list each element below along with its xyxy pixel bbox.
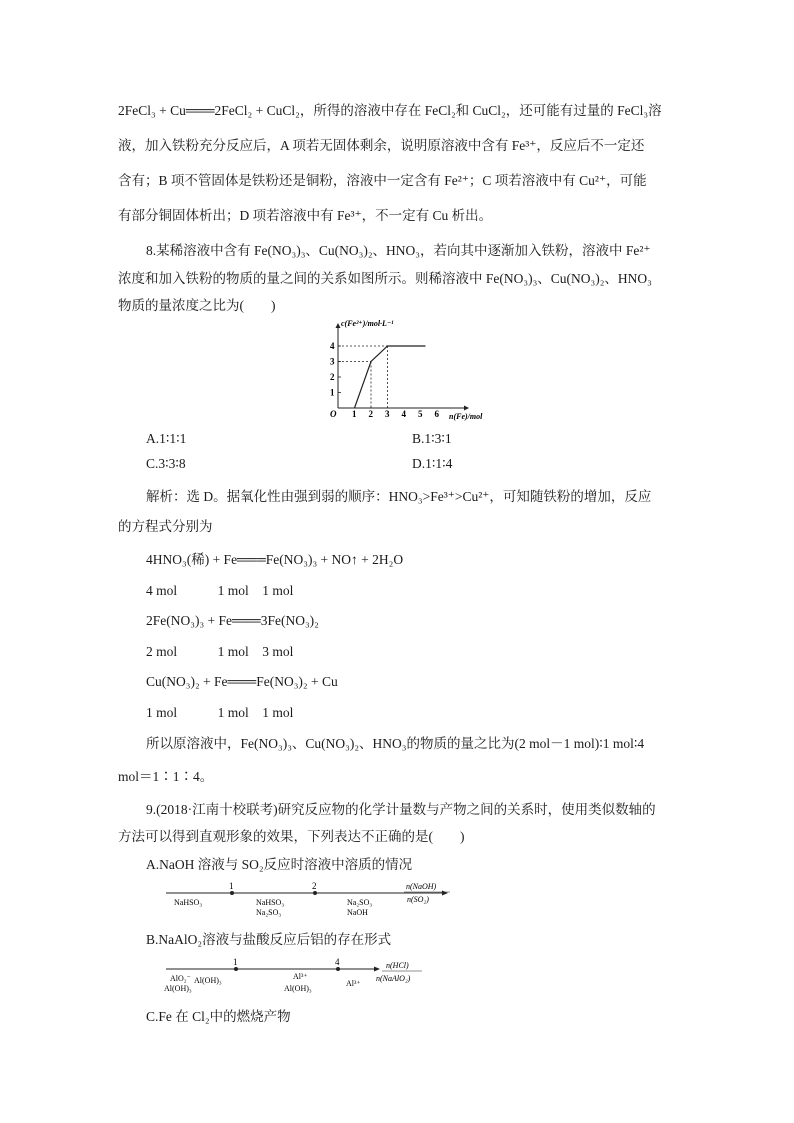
q8-line-1: 8.某稀溶液中含有 Fe(NO₃)₃、Cu(NO₃)₂、HNO₃，若向其中逐渐加入铁粉，溶液中 Fe²⁺ bbox=[146, 243, 651, 258]
data-line bbox=[355, 346, 426, 408]
q9-option-c-label: C.Fe 在 Cl₂中的燃烧产物 bbox=[146, 1009, 291, 1024]
q9a-point-2 bbox=[313, 891, 317, 895]
x-tick-label-5: 5 bbox=[418, 409, 423, 419]
y-tick-label-3: 3 bbox=[330, 356, 335, 367]
q9-line-1: 9.(2018·江南十校联考)研究反应物的化学计量数与产物之间的关系时，使用类似数轴的 bbox=[146, 802, 656, 817]
q9-line-2: 方法可以得到直观形象的效果，下列表达不正确的是( ) bbox=[118, 829, 465, 844]
y-tick-label-4: 4 bbox=[330, 341, 335, 351]
q9a-tick-1: 1 bbox=[229, 881, 234, 891]
q8-option-d: D.1∶1∶4 bbox=[412, 456, 453, 471]
para1-line-2: 液，加入铁粉充分反应后，A 项若无固体剩余，说明原溶液中含有 Fe³⁺，反应后不一定还 bbox=[118, 138, 645, 153]
analysis-line-2: 的方程式分别为 bbox=[118, 519, 213, 534]
q8-line-3: 物质的量浓度之比为( ) bbox=[118, 298, 276, 313]
q9a-region-3a: Na₂SO₃ bbox=[347, 898, 373, 907]
analysis-line-1: 解析：选 D。据氧化性由强到弱的顺序：HNO₃>Fe³⁺>Cu²⁺，可知随铁粉的增加，反应 bbox=[146, 489, 652, 504]
q9a-axis-top: n(NaOH) bbox=[406, 882, 437, 891]
q8-option-b: B.1∶3∶1 bbox=[412, 431, 452, 446]
q9a-axis-bottom: n(SO₂) bbox=[407, 895, 429, 904]
q9a-point-1 bbox=[230, 891, 234, 895]
analysis-eq-3: Cu(NO₃)₂ + Fe═══Fe(NO₃)₂ + Cu bbox=[146, 674, 338, 689]
q9b-region-4: Al³⁺ bbox=[346, 979, 361, 988]
q9a-region-2a: NaHSO₃ bbox=[256, 898, 285, 907]
origin-label: O bbox=[330, 409, 337, 419]
analysis-conclusion-2: mol＝1∶1∶4。 bbox=[118, 769, 214, 784]
y-tick-label-1: 1 bbox=[330, 387, 335, 398]
q9b-axis-top: n(HCl) bbox=[386, 961, 409, 970]
q9b-axis-bottom: n(NaAlO₂) bbox=[376, 974, 411, 983]
q9-option-a-label: A.NaOH 溶液与 SO₂反应时溶液中溶质的情况 bbox=[146, 857, 413, 872]
q9a-region-2b: Na₂SO₃ bbox=[256, 908, 282, 917]
q9b-point-1 bbox=[234, 967, 238, 971]
para1-line-1: 2FeCl₃ + Cu═══2FeCl₂ + CuCl₂，所得的溶液中存在 FeCl₂和 CuCl₂，还可能有过量的 FeCl₃溶 bbox=[118, 103, 662, 118]
q9a-tick-2: 2 bbox=[312, 881, 317, 891]
x-tick-label-4: 4 bbox=[401, 409, 406, 419]
q9b-point-4 bbox=[336, 967, 340, 971]
q8-option-a: A.1∶1∶1 bbox=[146, 431, 187, 446]
q9b-region-2: Al(OH)₃ bbox=[194, 976, 222, 985]
q9b-tick-4: 4 bbox=[335, 957, 340, 967]
analysis-mol-1: 4 mol 1 mol 1 mol bbox=[146, 583, 294, 598]
q8-option-c: C.3∶3∶8 bbox=[146, 456, 186, 471]
q9a-region-3b: NaOH bbox=[347, 908, 368, 917]
q8-line-2: 浓度和加入铁粉的物质的量之间的关系如图所示。则稀溶液中 Fe(NO₃)₃、Cu(NO₃)₂、HNO₃ bbox=[118, 271, 652, 286]
x-tick-label-1: 1 bbox=[352, 409, 357, 419]
para1-line-4: 有部分铜固体析出；D 项若溶液中有 Fe³⁺，不一定有 Cu 析出。 bbox=[118, 208, 493, 223]
y-tick-label-2: 2 bbox=[330, 372, 335, 382]
q9a-number-line bbox=[160, 878, 460, 922]
guide-lines bbox=[338, 346, 388, 408]
analysis-conclusion-1: 所以原溶液中，Fe(NO₃)₃、Cu(NO₃)₂、HNO₃的物质的量之比为(2 mol－1 mol)∶1 mol∶4 bbox=[146, 736, 645, 751]
analysis-mol-3: 1 mol 1 mol 1 mol bbox=[146, 705, 294, 720]
q9b-region-3b: Al(OH)₃ bbox=[284, 984, 312, 993]
x-tick-label-2: 2 bbox=[368, 409, 373, 419]
fe2-concentration-chart bbox=[318, 318, 508, 422]
x-tick-label-3: 3 bbox=[385, 409, 390, 419]
q9a-region-1: NaHSO₃ bbox=[174, 898, 203, 907]
x-tick-label-6: 6 bbox=[434, 409, 439, 419]
x-axis-arrow bbox=[464, 406, 469, 411]
analysis-eq-1: 4HNO₃(稀) + Fe═══Fe(NO₃)₃ + NO↑ + 2H₂O bbox=[146, 552, 404, 567]
q9b-region-3a: Al³⁺ bbox=[293, 972, 308, 981]
y-axis-label: c(Fe²⁺)/mol·L⁻¹ bbox=[341, 319, 394, 328]
q9b-region-1a: AlO₂⁻ bbox=[170, 974, 191, 983]
x-axis-label: n(Fe)/mol bbox=[449, 412, 483, 421]
analysis-eq-2: 2Fe(NO₃)₃ + Fe═══3Fe(NO₃)₂ bbox=[146, 613, 319, 628]
y-axis-arrow bbox=[336, 323, 341, 328]
q9b-number-line bbox=[160, 954, 460, 1000]
para1-line-3: 含有；B 项不管固体是铁粉还是铜粉，溶液中一定含有 Fe²⁺；C 项若溶液中有 Cu²⁺，可能 bbox=[118, 173, 647, 188]
q9b-region-1b: Al(OH)₃ bbox=[164, 984, 192, 993]
q9b-tick-1: 1 bbox=[233, 957, 238, 967]
x-tick-labels bbox=[352, 409, 440, 419]
q9-option-b-label: B.NaAlO₂溶液与盐酸反应后铝的存在形式 bbox=[146, 932, 392, 947]
y-tick-labels bbox=[330, 341, 341, 398]
analysis-mol-2: 2 mol 1 mol 3 mol bbox=[146, 644, 294, 659]
